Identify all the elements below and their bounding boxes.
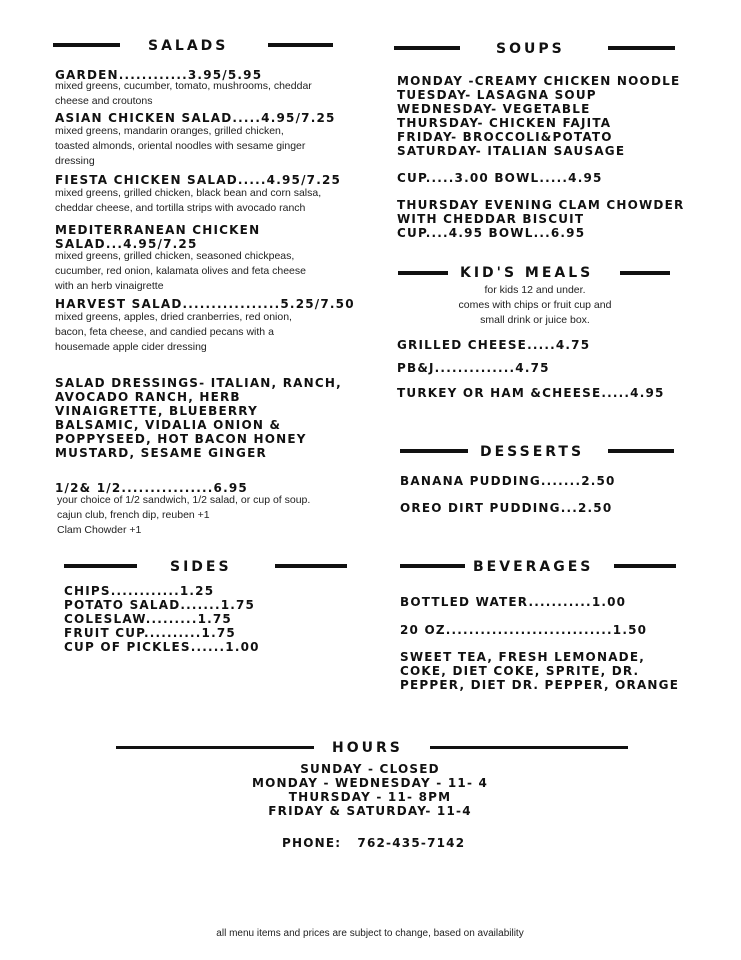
footer-disclaimer: all menu items and prices are subject to change, based on availability — [216, 928, 524, 939]
salad-harvest-name: HARVEST SALAD.................5.25/7.50 — [55, 297, 355, 311]
dessert-banana: BANANA PUDDING.......2.50 — [400, 474, 616, 488]
soups-rule-right — [608, 46, 675, 50]
salad-harvest-desc: mixed greens, apples, dried cranberries, red onion, bacon, feta cheese, and candied pecans with a housemade apple cider dressing — [55, 311, 292, 353]
sides-list: CHIPS............1.25 POTATO SALAD.......1.75 COLESLAW.........1.75 FRUIT CUP..........1.75 CUP OF PICKLES......1.00 — [64, 584, 260, 654]
half-and-half-name: 1/2& 1/2................6.95 — [55, 481, 248, 495]
kids-note: for kids 12 and under. comes with chips or fruit cup and small drink or juice box. — [458, 284, 612, 326]
salad-garden-desc: mixed greens, cucumber, tomato, mushrooms, cheddar cheese and croutons — [55, 80, 312, 107]
salad-asian-name: ASIAN CHICKEN SALAD.....4.95/7.25 — [55, 111, 336, 125]
beverage-20oz: 20 OZ.............................1.50 — [400, 623, 648, 637]
kids-rule-right — [620, 271, 670, 275]
salads-rule-left — [53, 43, 120, 47]
salads-rule-right — [268, 43, 333, 47]
salad-asian-desc: mixed greens, mandarin oranges, grilled chicken, toasted almonds, oriental noodles with sesame ginger dressing — [55, 125, 306, 167]
salad-dressings: SALAD DRESSINGS- ITALIAN, RANCH, AVOCADO RANCH, HERB VINAIGRETTE, BLUEBERRY BALSAMIC, VIDALIA ONION & POPPYSEED, HOT BACON HONEY MUSTARD, SESAME GINGER — [55, 376, 342, 460]
desserts-heading: DESSERTS — [480, 444, 585, 460]
phone-number: PHONE: 762-435-7142 — [282, 836, 466, 850]
kids-item-turkey-ham: TURKEY OR HAM &CHEESE.....4.95 — [397, 386, 665, 400]
half-and-half-desc: your choice of 1/2 sandwich, 1/2 salad, or cup of soup. cajun club, french dip, reuben +1 Clam Chowder +1 — [57, 494, 311, 536]
salad-mediterranean-name: MEDITERRANEAN CHICKEN SALAD...4.95/7.25 — [55, 223, 261, 251]
soups-heading: SOUPS — [496, 41, 565, 57]
dessert-oreo: OREO DIRT PUDDING...2.50 — [400, 501, 613, 515]
salad-fiesta-name: FIESTA CHICKEN SALAD.....4.95/7.25 — [55, 173, 342, 187]
beverages-rule-left — [400, 564, 465, 568]
kids-rule-left — [398, 271, 448, 275]
soups-days: MONDAY -CREAMY CHICKEN NOODLE TUESDAY- LASAGNA SOUP WEDNESDAY- VEGETABLE THURSDAY- CHICKEN FAJITA FRIDAY- BROCCOLI&POTATO SATURDAY- ITALIAN SAUSAGE — [397, 74, 681, 158]
beverages-rule-right — [614, 564, 676, 568]
hours-lines: SUNDAY - CLOSED MONDAY - WEDNESDAY - 11- 4 THURSDAY - 11- 8PM FRIDAY & SATURDAY- 11-4 — [251, 762, 489, 818]
beverage-list: SWEET TEA, FRESH LEMONADE, COKE, DIET COKE, SPRITE, DR. PEPPER, DIET DR. PEPPER, ORANGE — [400, 650, 680, 692]
salad-garden-name: GARDEN............3.95/5.95 — [55, 68, 263, 82]
salads-heading: SALADS — [148, 38, 229, 54]
sides-rule-right — [275, 564, 347, 568]
soups-chowder: THURSDAY EVENING CLAM CHOWDER WITH CHEDDAR BISCUIT CUP....4.95 BOWL...6.95 — [397, 198, 685, 240]
desserts-rule-right — [608, 449, 674, 453]
sides-heading: SIDES — [170, 559, 232, 575]
kids-item-pbj: PB&J..............4.75 — [397, 361, 550, 375]
beverages-heading: BEVERAGES — [473, 559, 594, 575]
sides-rule-left — [64, 564, 137, 568]
salad-fiesta-desc: mixed greens, grilled chicken, black bean and corn salsa, cheddar cheese, and tortilla strips with avocado ranch — [55, 187, 322, 214]
hours-rule-left — [116, 746, 314, 749]
kids-heading: KID'S MEALS — [460, 265, 594, 281]
kids-item-grilled-cheese: GRILLED CHEESE.....4.75 — [397, 338, 591, 352]
salad-mediterranean-desc: mixed greens, grilled chicken, seasoned chickpeas, cucumber, red onion, kalamata olives and feta cheese with an herb vinaigrette — [55, 250, 306, 292]
hours-rule-right — [430, 746, 628, 749]
desserts-rule-left — [400, 449, 468, 453]
soups-prices: CUP.....3.00 BOWL.....4.95 — [397, 171, 603, 185]
soups-rule-left — [394, 46, 460, 50]
beverage-bottled-water: BOTTLED WATER...........1.00 — [400, 595, 627, 609]
hours-heading: HOURS — [332, 740, 403, 756]
